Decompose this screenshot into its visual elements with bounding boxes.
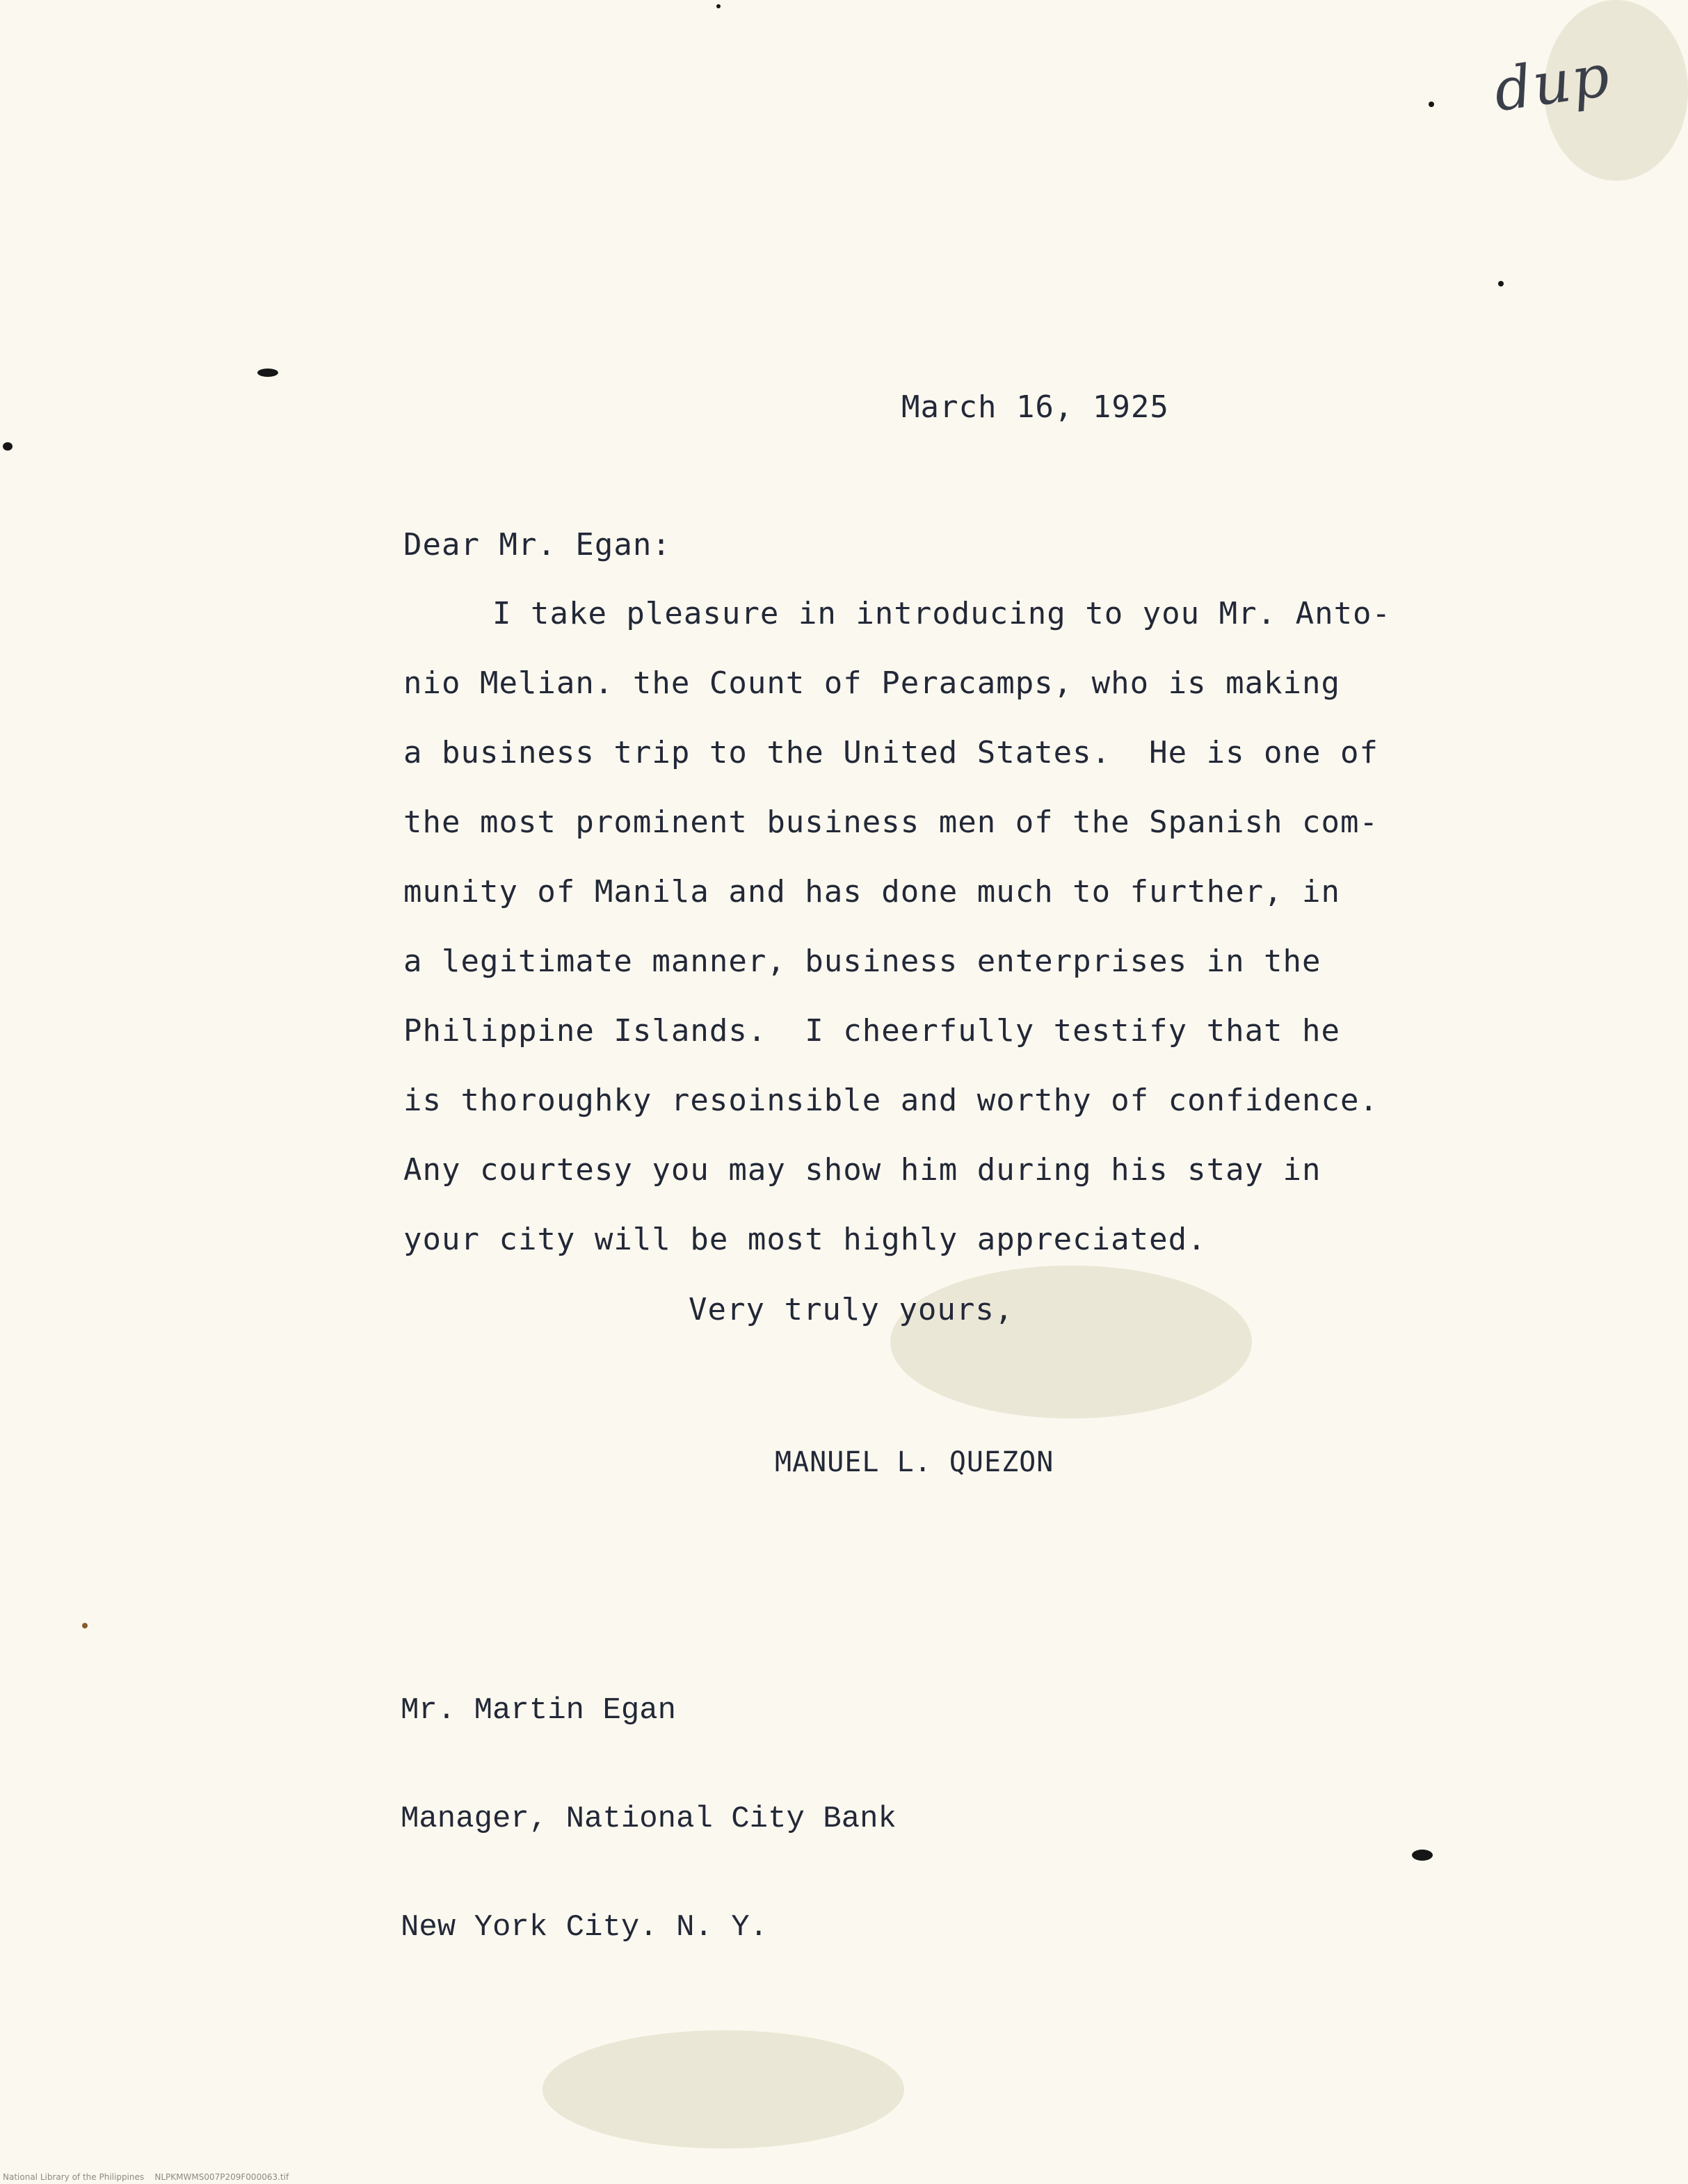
ink-speck [1429,102,1434,107]
paper-stain [542,2030,904,2149]
body-line: is thoroughky resoinsible and worthy of confidence. [403,1083,1379,1118]
recipient-address: New York City. N. Y. [401,1910,769,1945]
salutation: Dear Mr. Egan: [403,527,671,563]
letter-body [403,597,1391,1292]
body-line: Philippine Islands. I cheerfully testify that he [403,1013,1341,1049]
ink-speck [257,369,278,377]
letter-date: March 16, 1925 [901,389,1169,425]
complimentary-close: Very truly yours, [689,1292,1014,1327]
body-line: nio Melian. the Count of Peracamps, who is making [403,665,1341,701]
signature-name: MANUEL L. QUEZON [775,1446,1054,1478]
recipient-name: Mr. Martin Egan [401,1693,677,1728]
body-line: a business trip to the United States. He is one of [403,735,1379,770]
body-line: munity of Manila and has done much to further, in [403,874,1341,909]
body-line: the most prominent business men of the Spanish com- [403,804,1379,840]
ink-speck [716,4,721,8]
ink-speck [3,442,13,451]
archive-caption: National Library of the Philippines NLPKMWMS007P209F000063.tif [3,2172,289,2182]
ink-speck [82,1623,88,1628]
handwritten-note: dup [1489,40,1615,125]
recipient-block [401,1620,897,2018]
ink-speck [1412,1850,1433,1861]
body-line: a legitimate manner, business enterprises in the [403,944,1321,979]
ink-speck [1498,281,1504,286]
body-line: your city will be most highly appreciated. [403,1222,1207,1257]
recipient-title: Manager, National City Bank [401,1802,897,1836]
body-line: I take pleasure in introducing to you Mr. Anto- [492,596,1392,631]
body-line: Any courtesy you may show him during his stay in [403,1152,1321,1188]
